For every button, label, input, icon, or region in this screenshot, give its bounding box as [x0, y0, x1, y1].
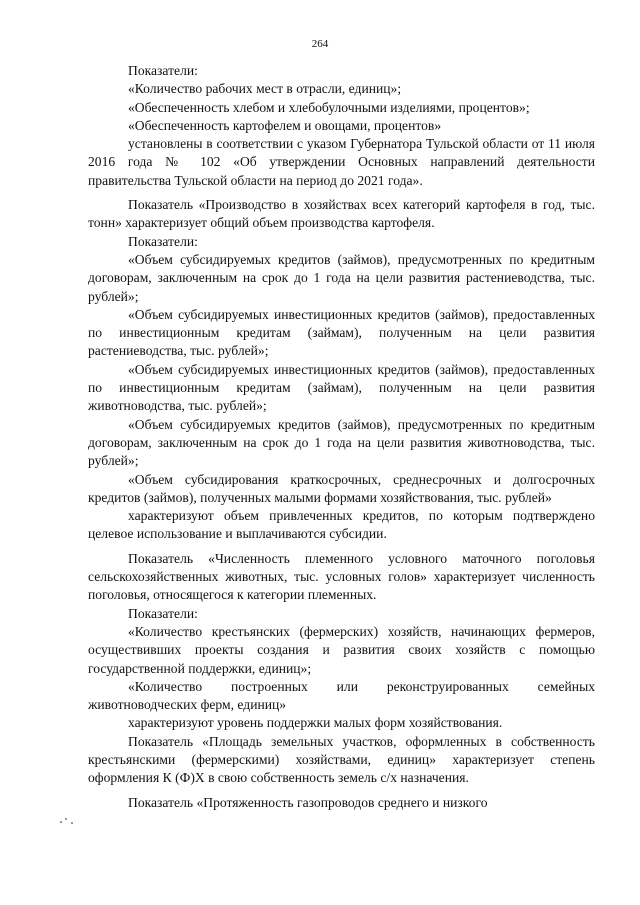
- paragraph: «Объем субсидируемых инвестиционных кредитов (займов), предоставленных по инвестиционным кредитам (займам), полученным на цели развития растениеводства, тыс. рублей»;: [88, 306, 595, 359]
- paragraph: «Количество крестьянских (фермерских) хозяйств, начинающих фермеров, осуществивших проекты создания и развития своих хозяйств с помощью государственной поддержки, единиц»;: [88, 623, 595, 676]
- paragraph: характеризуют уровень поддержки малых форм хозяйствования.: [128, 715, 503, 731]
- paragraph: Показатель «Площадь земельных участков, оформленных в собственность крестьянскими (фермерскими) хозяйствами, единиц» характеризует степень оформления К (Ф)Х в свою собственность земель с/х назначения.: [88, 733, 595, 786]
- paragraph: «Обеспеченность хлебом и хлебобулочными изделиями, процентов»;: [128, 99, 530, 115]
- paragraph: «Количество рабочих мест в отрасли, единиц»;: [128, 81, 402, 97]
- paragraph: установлены в соответствии с указом Губернатора Тульской области от 11 июля 2016 года № 102 «Об утверждении Основных направлений деятельности правительства Тульской области на период до 2021 года».: [88, 136, 595, 188]
- paragraph: Показатели:: [128, 605, 198, 621]
- paragraph: Показатель «Численность племенного условного маточного поголовья сельскохозяйственных животных, тыс. условных голов» характеризует численность поголовья, относящегося к категории племенных.: [88, 550, 595, 603]
- paragraph: Показатели:: [128, 63, 198, 78]
- paragraph: «Количество построенных или реконструированных семейных животноводческих ферм, единиц»: [88, 678, 595, 713]
- document-body: [88, 62, 595, 812]
- paragraph: Показатели:: [128, 233, 198, 249]
- scan-speck-mark: [60, 818, 74, 824]
- paragraph: «Объем субсидирования краткосрочных, среднесрочных и долгосрочных кредитов (займов), полученных малыми формами хозяйствования, тыс. рублей»: [88, 471, 595, 505]
- paragraph: Показатель «Протяженность газопроводов среднего и низкого: [128, 794, 488, 810]
- paragraph: характеризуют объем привлеченных кредитов, по которым подтверждено целевое использование и выплачиваются субсидии.: [88, 508, 595, 542]
- paragraph: «Обеспеченность картофелем и овощами, процентов»: [128, 117, 442, 133]
- paragraph: «Объем субсидируемых инвестиционных кредитов (займов), предоставленных по инвестиционным кредитам (займам), полученным на цели развития животноводства, тыс. рублей»;: [88, 361, 595, 414]
- paragraph: Показатель «Производство в хозяйствах всех категорий картофеля в год, тыс. тонн» характеризует общий объем производства картофеля.: [88, 197, 595, 231]
- page-number: 264: [311, 38, 329, 50]
- paragraph: «Объем субсидируемых кредитов (займов), предусмотренных по кредитным договорам, заключенным на срок до 1 года на цели развития животноводства, тыс. рублей»;: [88, 416, 595, 469]
- paragraph: «Объем субсидируемых кредитов (займов), предусмотренных по кредитным договорам, заключенным на срок до 1 года на цели развития растениеводства, тыс. рублей»;: [88, 251, 595, 304]
